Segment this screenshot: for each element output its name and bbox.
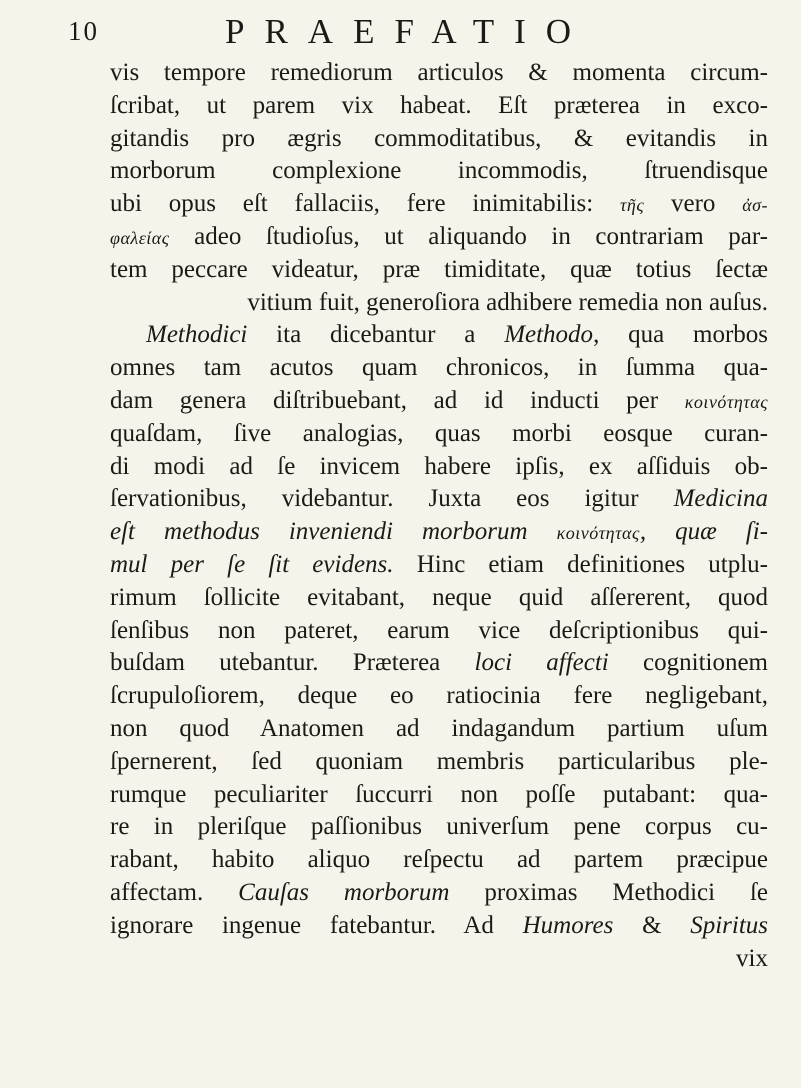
text-line: ſcrupuloſiorem, deque eo ratiocinia fere negligebant, [110,682,768,710]
greek-word: φαλείας [110,227,170,248]
italic-term: mul per ſe ſit evidens. [110,550,394,578]
text-line: quaſdam, ſive analogias, quas morbi eosque curan- [110,419,768,447]
text-line: ſervationibus, videbantur. Juxta eos igitur Medicina [110,485,768,513]
text-line: non quod Anatomen ad indagandum partium uſum [110,714,768,742]
text-line: di modi ad ſe invicem habere ipſis, ex aſſiduis ob- [110,452,768,480]
text-line: morborum complexione incommodis, ſtruendisque [110,157,768,185]
page-number: 10 [68,16,99,46]
italic-term: , quæ ſi- [639,518,768,546]
text-line: tem peccare videatur, præ timiditate, quæ totius ſectæ [110,255,768,283]
italic-term: Medicina [673,485,768,513]
italic-term: Humores [522,911,614,939]
paragraph-start: Methodici ita dicebantur a Methodo, qua morbos [146,321,769,349]
italic-term: Spiritus [690,911,769,939]
text-line: dam genera diſtribuebant, ad id inducti per κοινότητας [110,386,768,414]
text-line [110,516,768,549]
text-line: re in pleriſque paſſionibus univerſum pene corpus cu- [110,813,768,841]
italic-term: Methodici [146,321,248,349]
italic-term: loci affecti [474,649,609,677]
greek-word: ἀσ- [742,195,769,216]
greek-word: κοινότητας [684,391,768,412]
text-line: ſenſibus non pateret, earum vice deſcriptionibus qui- [110,616,768,644]
text-line: buſdam utebantur. Præterea loci affecti cognitionem [110,649,769,677]
text-line: rumque peculiariter ſuccurri non poſſe putabant: qua- [110,780,768,808]
body-text [110,57,768,975]
text-line: affectam. Cauſas morborum proximas Methodici ſe [110,878,769,906]
italic-term: Cauſas morborum [238,878,450,906]
italic-term: Methodo [504,321,594,349]
text-line: ubi opus eſt fallaciis, fere inimitabilis: τῆς vero ἀσ- [110,190,769,218]
greek-word: κοινότητας [556,523,640,544]
catchword: vix [736,944,768,972]
text-line: rimum ſollicite evitabant, neque quid aſſererent, quod [110,583,768,611]
text-line: ſcribat, ut parem vix habeat. Eſt præterea in exco- [110,91,768,119]
text-line: mul per ſe ſit evidens. Hinc etiam definitiones utplu- [110,550,769,578]
text-line: rabant, habito aliquo reſpectu ad partem præcipue [110,846,768,874]
text-line: omnes tam acutos quam chronicos, in ſumma qua- [110,354,768,382]
text-line: vitium fuit, generoſiora adhibere remedia non auſus. [247,288,768,316]
text-line: gitandis pro ægris commoditatibus, & evitandis in [110,124,768,152]
greek-word: τῆς [619,195,645,216]
text-line: ſpernerent, ſed quoniam membris particularibus ple- [110,747,768,775]
running-title: PRAEFATIO [225,12,592,51]
italic-term: eſt methodus inveniendi morborum [110,518,528,546]
running-head [68,12,768,56]
text-line: φαλείας adeo ſtudioſus, ut aliquando in contrariam par- [110,222,769,250]
text-line: ignorare ingenue fatebantur. Ad Humores & Spiritus [110,911,769,939]
text-line: vis tempore remediorum articulos & momenta circum- [110,59,768,86]
